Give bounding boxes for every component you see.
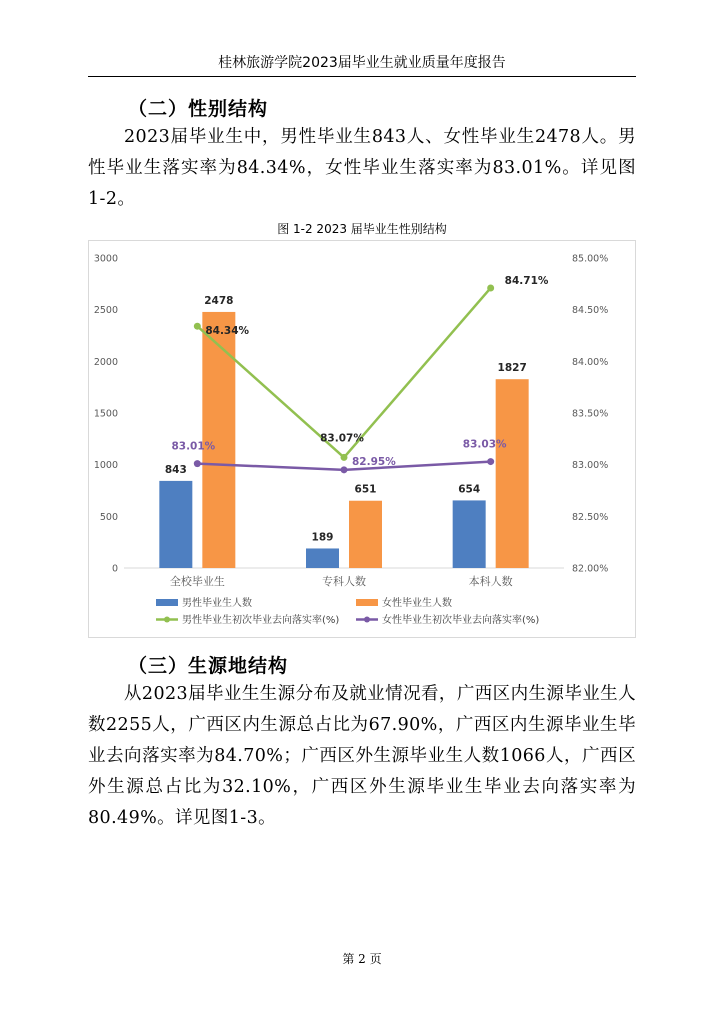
figure-caption: 图 1-2 2023 届毕业生性别结构 (277, 222, 447, 236)
legend-swatch (356, 599, 378, 606)
section-heading-origin: （三）生源地结构 (128, 655, 289, 677)
paragraph-origin: 从2023届毕业生生源分布及就业情况看，广西区内生源毕业生人数2255人，广西区内生源总占比为67.90%，广西区内生源毕业生毕业去向落实率为84.70%；广西区外生源毕业生人数1066人，广西区外生源总占比为32.10%，广西区外生源毕业生毕业去向落实率为80.49%。详见图1-3。 (88, 684, 636, 828)
legend-label: 男性毕业生人数 (182, 598, 252, 609)
bar-data-label: 654 (458, 483, 481, 496)
line-point (487, 458, 494, 465)
chart-legend (156, 596, 539, 626)
bar-data-label: 189 (311, 531, 334, 544)
right-axis-tick-label: 84.00% (572, 356, 609, 368)
right-axis-tick-label: 82.50% (572, 511, 609, 523)
legend-label: 女性毕业生初次毕业去向落实率(%) (382, 615, 540, 626)
line-point (194, 323, 201, 330)
category-label: 本科人数 (468, 575, 513, 588)
legend-marker (164, 617, 170, 623)
legend-label: 女性毕业生人数 (382, 598, 452, 609)
category-labels (170, 574, 513, 588)
bar (496, 379, 529, 568)
right-axis-tick-label: 83.00% (572, 460, 609, 472)
bar-data-label: 651 (354, 483, 377, 496)
bar-data-label: 2478 (204, 294, 234, 307)
left-axis-tick-label: 1000 (93, 460, 118, 472)
bar (159, 481, 192, 568)
bar-data-label: 1827 (497, 362, 527, 375)
right-axis-tick-label: 85.00% (572, 253, 609, 265)
line-data-label: 84.71% (504, 274, 549, 287)
legend-swatch (156, 599, 178, 606)
left-axis-tick-label: 1500 (93, 408, 118, 420)
left-axis-tick-label: 2500 (93, 305, 118, 317)
right-axis-tick-label: 83.50% (572, 408, 609, 420)
right-axis-tick-label: 84.50% (572, 305, 609, 317)
paragraph-gender: 2023届毕业生中，男性毕业生843人、女性毕业生2478人。男性毕业生落实率为84.34%，女性毕业生落实率为83.01%。详见图1-2。 (88, 127, 636, 209)
bar-data-label: 843 (164, 463, 187, 476)
line-data-label: 83.01% (171, 440, 216, 453)
line-data-label: 82.95% (352, 455, 396, 468)
right-axis-ticks (572, 254, 608, 575)
category-label: 专科人数 (322, 575, 366, 588)
legend-marker (364, 617, 370, 623)
bar (349, 501, 382, 568)
line-data-label: 83.07% (320, 432, 364, 445)
line-data-label: 83.03% (462, 438, 507, 451)
legend-label: 男性毕业生初次毕业去向落实率(%) (182, 615, 340, 626)
line-point (194, 460, 201, 467)
line-point (341, 454, 348, 461)
left-axis-tick-label: 500 (99, 511, 118, 523)
right-axis-tick-label: 82.00% (572, 563, 609, 575)
bar (453, 500, 486, 568)
line-data-label: 84.34% (205, 325, 250, 338)
line-point (341, 466, 348, 473)
left-axis-tick-label: 3000 (93, 253, 118, 265)
bar (306, 548, 339, 568)
page-number: 第 2 页 (342, 952, 382, 966)
left-axis-ticks (94, 254, 118, 575)
left-axis-tick-label: 0 (111, 563, 118, 575)
line-point (487, 284, 494, 291)
gender-structure-chart (88, 240, 636, 638)
left-axis-tick-label: 2000 (93, 356, 118, 368)
category-label: 全校毕业生 (169, 575, 225, 588)
header-divider (88, 76, 636, 77)
section-heading-gender: （二）性别结构 (128, 98, 269, 120)
page-header-title: 桂林旅游学院2023届毕业生就业质量年度报告 (218, 55, 506, 71)
